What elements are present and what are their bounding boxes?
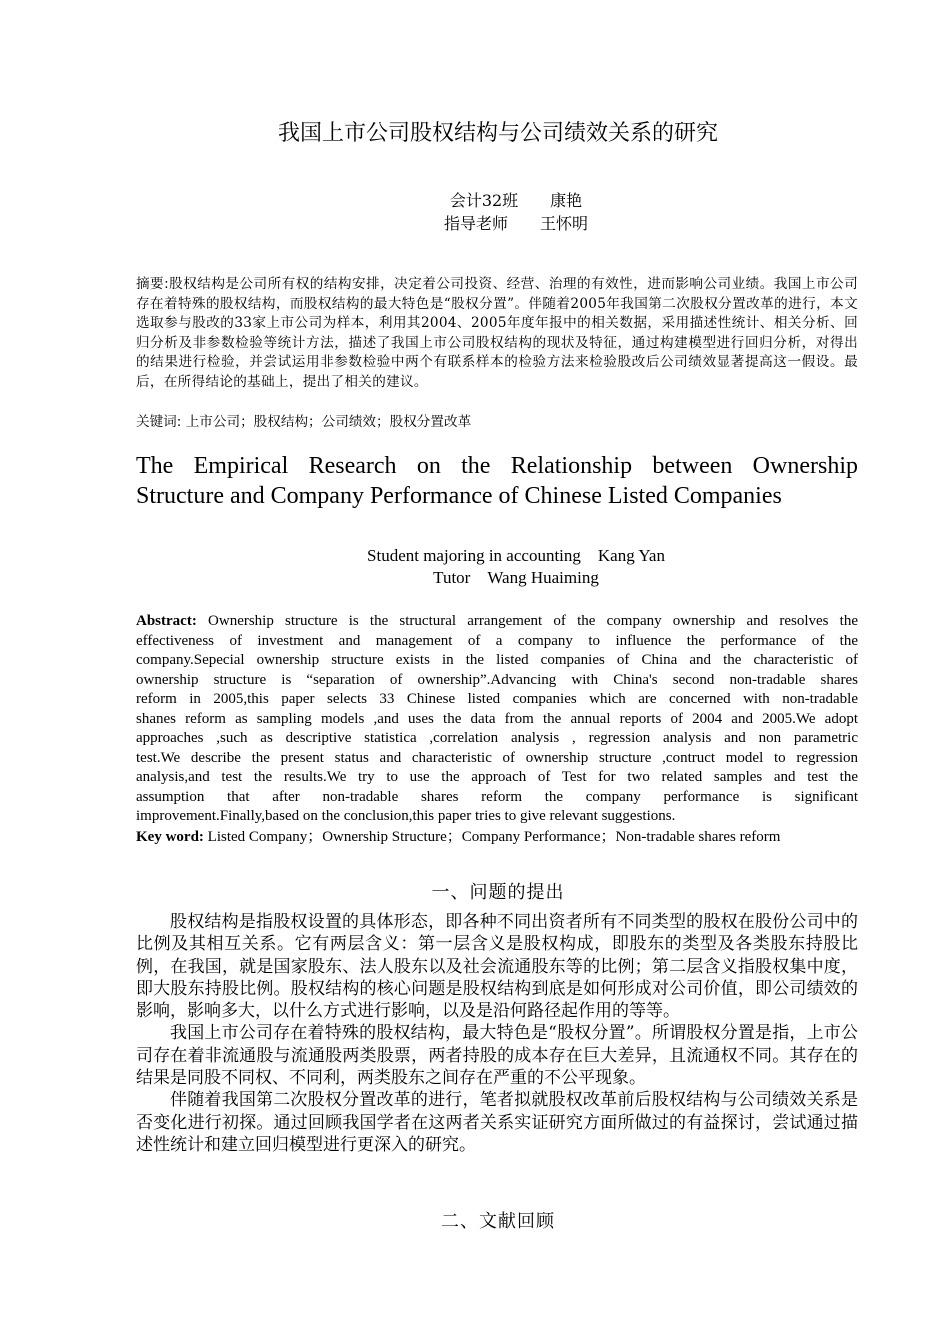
section-heading-2: 二、文献回顾 [441, 1211, 555, 1232]
english-abstract-line: analysis,and test the results.We try to use the approach of Test for two related samples and test the [136, 769, 858, 785]
body-paragraph: 伴随着我国第二次股权分置改革的进行，笔者拟就股权改革前后股权结构与公司绩效关系是否变化进行初探。通过回顾我国学者在这两者关系实证研究方面所做过的有益探讨，尝试通过描述性统计和建立回归模型进行更深入的研究。 [136, 1090, 858, 1155]
english-abstract-line: Abstract: Ownership structure is the structural arrangement of the company ownership and resolves the [136, 613, 859, 629]
chinese-keywords-text: 上市公司；股权结构；公司绩效；股权分置改革 [185, 414, 472, 430]
english-title [136, 451, 858, 511]
body-paragraph: 股权结构是指股权设置的具体形态，即各种不同出资者所有不同类型的股权在股份公司中的比例及其相互关系。它有两层含义：第一层含义是股权构成，即股东的类型及各类股东持股比例，在我国，就是国家股东、法人股东以及社会流通股东等的比例；第二层含义指股权集中度，即大股东持股比例。股权结构的核心问题是股权结构到底是如何形成对公司价值，即公司绩效的影响，影响多大，以什么方式进行影响，以及是沿何路径起作用的等等。 [136, 912, 858, 1022]
section-heading-1: 一、问题的提出 [431, 882, 565, 903]
english-abstract-line: improvement.Finally,based on the conclusion,this paper tries to give relevant suggestions. [136, 808, 676, 824]
english-keywords-text: Listed Company；Ownership Structure；Company Performance；Non-tradable shares reform [207, 829, 781, 845]
chinese-abstract [136, 275, 858, 393]
english-title-line-1: The Empirical Research on the Relationship between Ownership [136, 453, 858, 479]
english-abstract-line: test.We describe the present status and characteristic of ownership structure ,contruct model to regression [136, 749, 858, 766]
english-abstract [136, 612, 858, 827]
body-paragraph: 我国上市公司存在着特殊的股权结构，最大特色是“股权分置”。所谓股权分置是指，上市公司存在着非流通股与流通股两类股票，两者持股的成本存在巨大差异，且流通权不同。其存在的结果是同股不同权、不同利，两类股东之间存在严重的不公平现象。 [136, 1023, 858, 1089]
english-abstract-line: company.Sepecial ownership structure exists in the listed companies of China and the characteristic of [136, 652, 858, 668]
section-1-body [136, 911, 858, 1156]
english-abstract-line: shanes reform as sampling models ,and uses the data from the annual reports of 2004 and 2005.We adopt [136, 710, 858, 727]
english-author-line: Student majoring in accounting Kang Yan [367, 546, 665, 565]
english-abstract-line: reform in 2005,this paper selects 33 Chinese listed companies which are concerned with non-tradable [136, 691, 858, 707]
english-abstract-line: ownership structure is “separation of ownership”.Advancing with China's second non-tradable shares [136, 671, 858, 688]
chinese-title: 我国上市公司股权结构与公司绩效关系的研究 [277, 121, 718, 146]
english-keywords-label: Key word: [136, 829, 204, 845]
english-abstract-label: Abstract: [136, 613, 197, 629]
english-abstract-line: approaches ,such as descriptive statistica ,correlation analysis , regression analysis and non parametric [136, 730, 858, 746]
chinese-tutor-line: 指导老师 王怀明 [443, 214, 588, 233]
english-abstract-line: assumption that after non-tradable shares reform the company performance is significant [136, 788, 858, 805]
english-keywords [136, 827, 876, 847]
chinese-keywords [136, 412, 858, 432]
chinese-abstract-text: 股权结构是公司所有权的结构安排，决定着公司投资、经营、治理的有效性，进而影响公司业绩。我国上市公司存在着特殊的股权结构，而股权结构的最大特色是“股权分置”。伴随着2005年我国第二次股权分置改革的进行，本文选取参与股改的33家上市公司为样本，利用其2004、2005年度年报中的相关数据，采用描述性统计、相关分析、回归分析及非参数检验等统计方法，描述了我国上市公司股权结构的现状及特征，通过构建模型进行回归分析，对得出的结果进行检验，并尝试运用非参数检验中两个有联系样本的检验方法来检验股改后公司绩效显著提高这一假设。最后，在所得结论的基础上，提出了相关的建议。 [136, 276, 859, 390]
chinese-keywords-label: 关键词: [136, 414, 182, 430]
chinese-abstract-label: 摘要: [136, 276, 170, 292]
english-tutor-line: Tutor Wang Huaiming [433, 568, 599, 587]
english-abstract-line: effectiveness of investment and management of a company to influence the performance of the [136, 632, 858, 649]
english-title-line-2: Structure and Company Performance of Chinese Listed Companies [136, 483, 782, 509]
chinese-author-line: 会计32班 康艳 [449, 191, 583, 210]
